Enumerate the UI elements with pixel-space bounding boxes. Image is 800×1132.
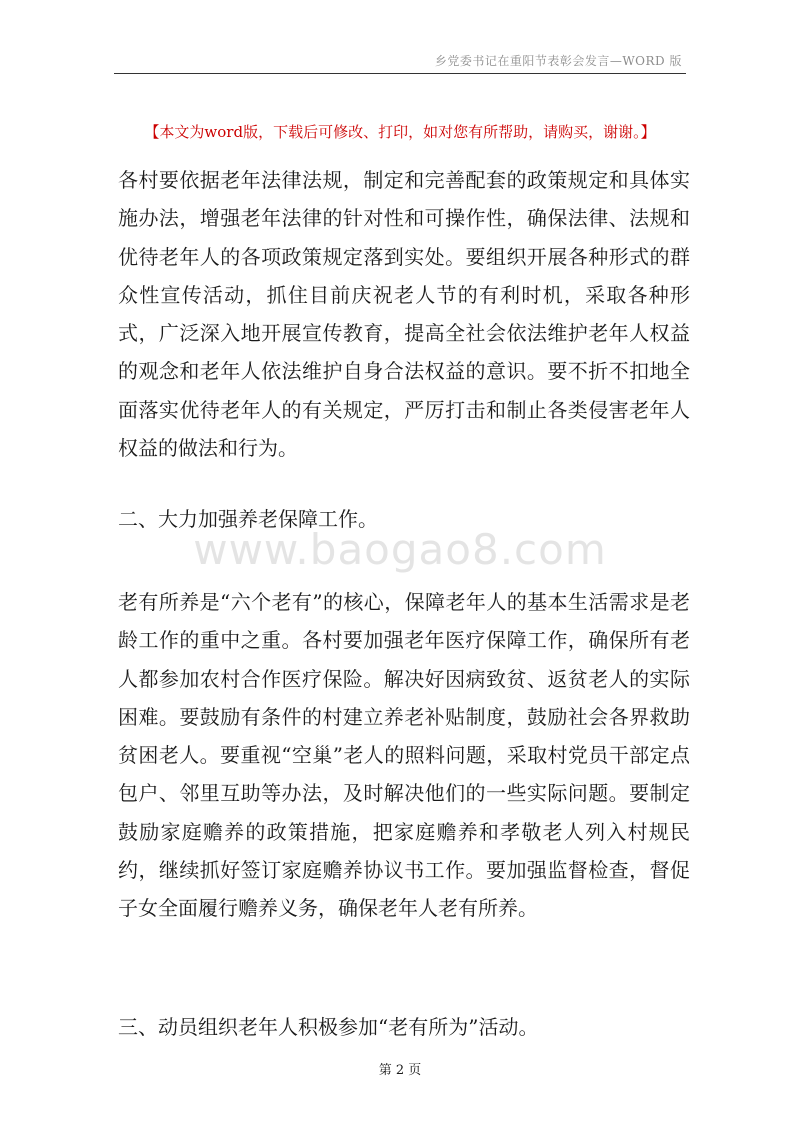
header-divider xyxy=(114,73,686,74)
body-paragraph-1: 各村要依据老年法律法规，制定和完善配套的政策规定和具体实施办法，增强老年法律的针对性和可操作性，确保法律、法规和优待老年人的各项政策规定落到实处。要组织开展各种形式的群众性宣传活动，抓住目前庆祝老人节的有利时机，采取各种形式，广泛深入地开展宣传教育，提高全社会依法维护老年人权益的观念和老年人依法维护自身合法权益的意识。要不折不扣地全面落实优待老年人的有关规定，严厉打击和制止各类侵害老年人权益的做法和行为。 xyxy=(118,168,690,461)
section-heading-2: 二、大力加强养老保障工作。 xyxy=(118,507,378,531)
body-paragraph-2: 老有所养是“六个老有”的核心，保障老年人的基本生活需求是老龄工作的重中之重。各村要加强老年医疗保障工作，确保所有老人都参加农村合作医疗保险。解决好因病致贫、返贫老人的实际困难。要鼓励有条件的村建立养老补贴制度，鼓励社会各界救助贫困老人。要重视“空巢”老人的照料问题，采取村党员干部定点包户、邻里互助等办法，及时解决他们的一些实际问题。要制定鼓励家庭赡养的政策措施，把家庭赡养和孝敬老人列入村规民约，继续抓好签订家庭赡养协议书工作。要加强监督检查，督促子女全面履行赡养义务，确保老年人老有所养。 xyxy=(118,590,690,921)
page-number: 第 2 页 xyxy=(378,1063,422,1078)
site-watermark: www.baogao8.com xyxy=(193,525,607,574)
section-heading-3: 三、动员组织老年人积极参加“老有所为”活动。 xyxy=(118,1015,539,1039)
download-notice: 【本文为word版，下载后可修改、打印，如对您有所帮助，请购买，谢谢。】 xyxy=(144,123,656,141)
document-header-title: 乡党委书记在重阳节表彰会发言—WORD 版 xyxy=(434,54,682,68)
